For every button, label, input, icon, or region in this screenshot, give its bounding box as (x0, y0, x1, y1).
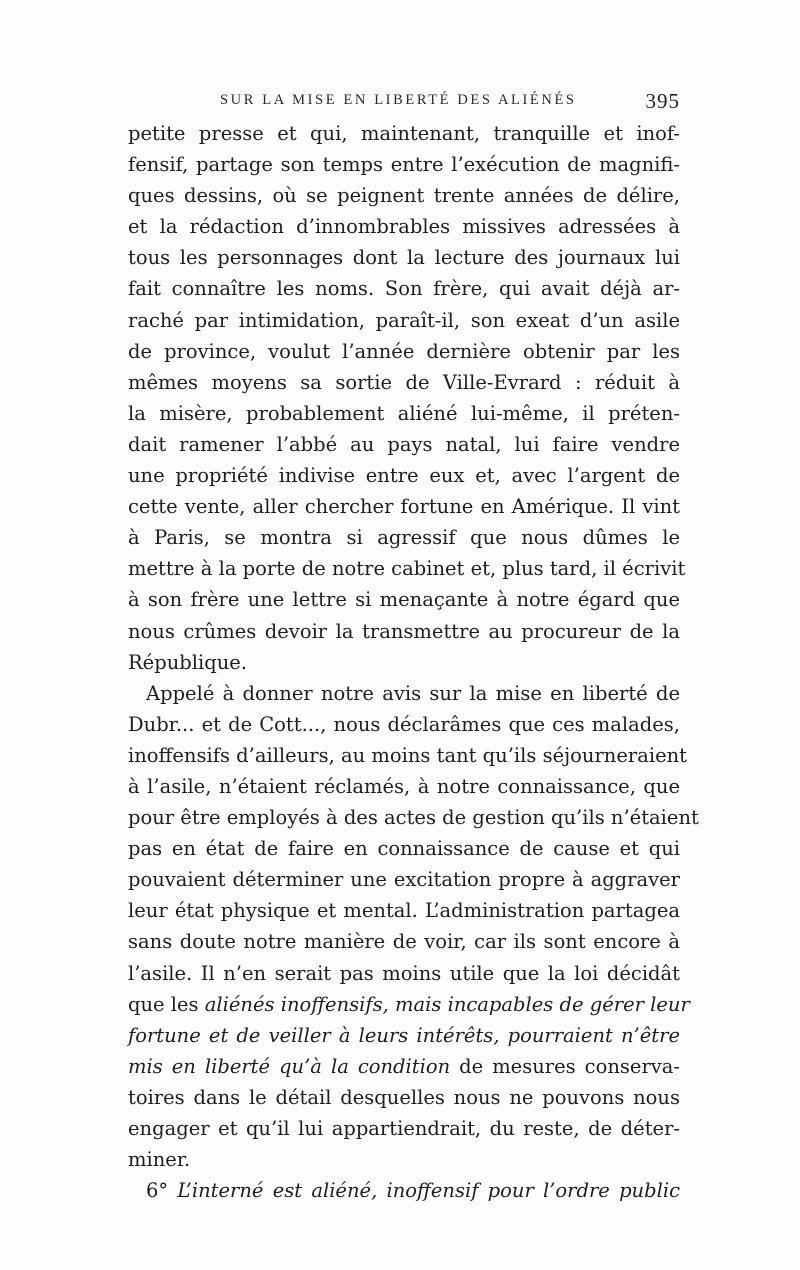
text-line (128, 833, 680, 864)
text-line (128, 118, 680, 149)
text-segment: engager et qu’il lui appartiendrait, du reste, de déter- (128, 1117, 680, 1140)
text-line (128, 522, 680, 553)
text-segment: à son frère une lettre si menaçante à notre égard que (128, 588, 680, 612)
text-segment: dait ramener l’abbé au pays natal, lui faire vendre (128, 432, 680, 456)
text-line (128, 709, 680, 740)
text-segment: petite presse et qui, maintenant, tranquille et inof- (128, 122, 680, 145)
text-line (128, 802, 699, 833)
text-segment: de province, voulut l’année dernière obtenir par les (128, 339, 680, 363)
text-line (128, 616, 680, 647)
text-segment: que les (128, 992, 205, 1016)
text-segment: raché par intimidation, paraît-il, son exeat d’un asile (128, 308, 680, 332)
text-line (128, 895, 680, 926)
text-segment: Dubr... et de Cott..., nous déclarâmes que ces malades, (128, 712, 680, 736)
text-line (128, 958, 680, 989)
text-segment: sans doute notre manière de voir, car ils sont encore à (128, 930, 680, 954)
text-line (128, 1020, 680, 1051)
italic-text: mis en liberté qu’à la condition (128, 1054, 451, 1078)
italic-text: L’interné est aliéné, inoffensif pour l’ordre public (177, 1179, 680, 1203)
body-text (128, 118, 699, 1206)
text-line (128, 460, 680, 491)
text-line (128, 553, 686, 584)
text-line (128, 864, 680, 895)
running-head (128, 89, 684, 116)
text-segment: la misère, probablement aliéné lui-même, il préten- (128, 401, 680, 425)
text-segment: 6° (146, 1179, 178, 1203)
text-segment: de mesures conserva- (450, 1054, 680, 1078)
text-line (128, 242, 680, 273)
text-line (128, 429, 680, 460)
text-line (128, 305, 680, 336)
text-line (128, 180, 680, 211)
text-segment: et la rédaction d’innombrables missives adressées à (128, 215, 680, 239)
text-line (128, 678, 680, 709)
text-segment: nous crûmes devoir la transmettre au procureur de la (128, 619, 680, 643)
text-segment: fensif, partage son temps entre l’exécution de magnifi- (128, 153, 680, 177)
text-segment: toires dans le détail desquelles nous ne pouvons nous (128, 1085, 680, 1109)
text-segment: ques dessins, où se peignent trente années de délire, (128, 184, 680, 208)
text-line (128, 740, 688, 771)
text-line (128, 491, 680, 522)
text-segment: inoffensifs d’ailleurs, au moins tant qu’ils séjourneraient (128, 743, 688, 767)
italic-text: aliénés inoffensifs, mais incapables de gérer leur (204, 992, 690, 1016)
text-line (128, 367, 680, 398)
text-segment: miner. (128, 1148, 191, 1172)
paragraph (128, 1175, 680, 1206)
text-segment: pas en état de faire en connaissance de cause et qui (128, 837, 680, 861)
text-segment: à Paris, se montra si agressif que nous dûmes le (128, 526, 680, 550)
text-line (128, 1082, 680, 1113)
text-line (128, 1113, 680, 1144)
text-segment: République. (128, 650, 247, 674)
text-segment: mêmes moyens sa sortie de Ville-Evrard : réduit à (128, 370, 680, 394)
text-segment: une propriété indivise entre eux et, avec l’argent de (128, 464, 680, 488)
page-number: 395 (645, 89, 680, 113)
text-segment: leur état physique et mental. L’administration partagea (128, 899, 680, 923)
text-line (128, 273, 680, 304)
text-line (128, 771, 680, 802)
text-segment: fait connaître les noms. Son frère, qui avait déjà ar- (128, 277, 680, 301)
text-line (128, 336, 680, 367)
text-segment: pouvaient déterminer une excitation propre à aggraver (128, 868, 680, 892)
text-line (128, 989, 690, 1020)
text-line (128, 584, 680, 615)
text-segment: à l’asile, n’étaient réclamés, à notre connaissance, que (128, 774, 680, 798)
text-segment: cette vente, aller chercher fortune en Amérique. Il vint (128, 495, 680, 519)
text-line (128, 1144, 680, 1175)
paragraph (128, 118, 686, 678)
text-segment: Appelé à donner notre avis sur la mise en liberté de (146, 681, 680, 705)
text-line (128, 926, 680, 957)
text-line (128, 1051, 680, 1082)
text-line (128, 1175, 680, 1206)
italic-text: fortune et de veiller à leurs intérêts, pourraient n’être (128, 1023, 680, 1047)
text-segment: mettre à la porte de notre cabinet et, plus tard, il écrivit (128, 557, 686, 581)
text-segment: pour être employés à des actes de gestion qu’ils n’étaient (128, 806, 699, 830)
text-line (128, 647, 680, 678)
text-line (128, 149, 680, 180)
text-segment: l’asile. Il n’en serait pas moins utile que la loi décidât (128, 961, 680, 985)
text-line (128, 398, 680, 429)
text-segment: tous les personnages dont la lecture des journaux lui (128, 246, 680, 270)
paragraph (128, 678, 699, 1176)
running-title: SUR LA MISE EN LIBERTÉ DES ALIÉNÉS (220, 92, 577, 108)
text-line (128, 211, 680, 242)
